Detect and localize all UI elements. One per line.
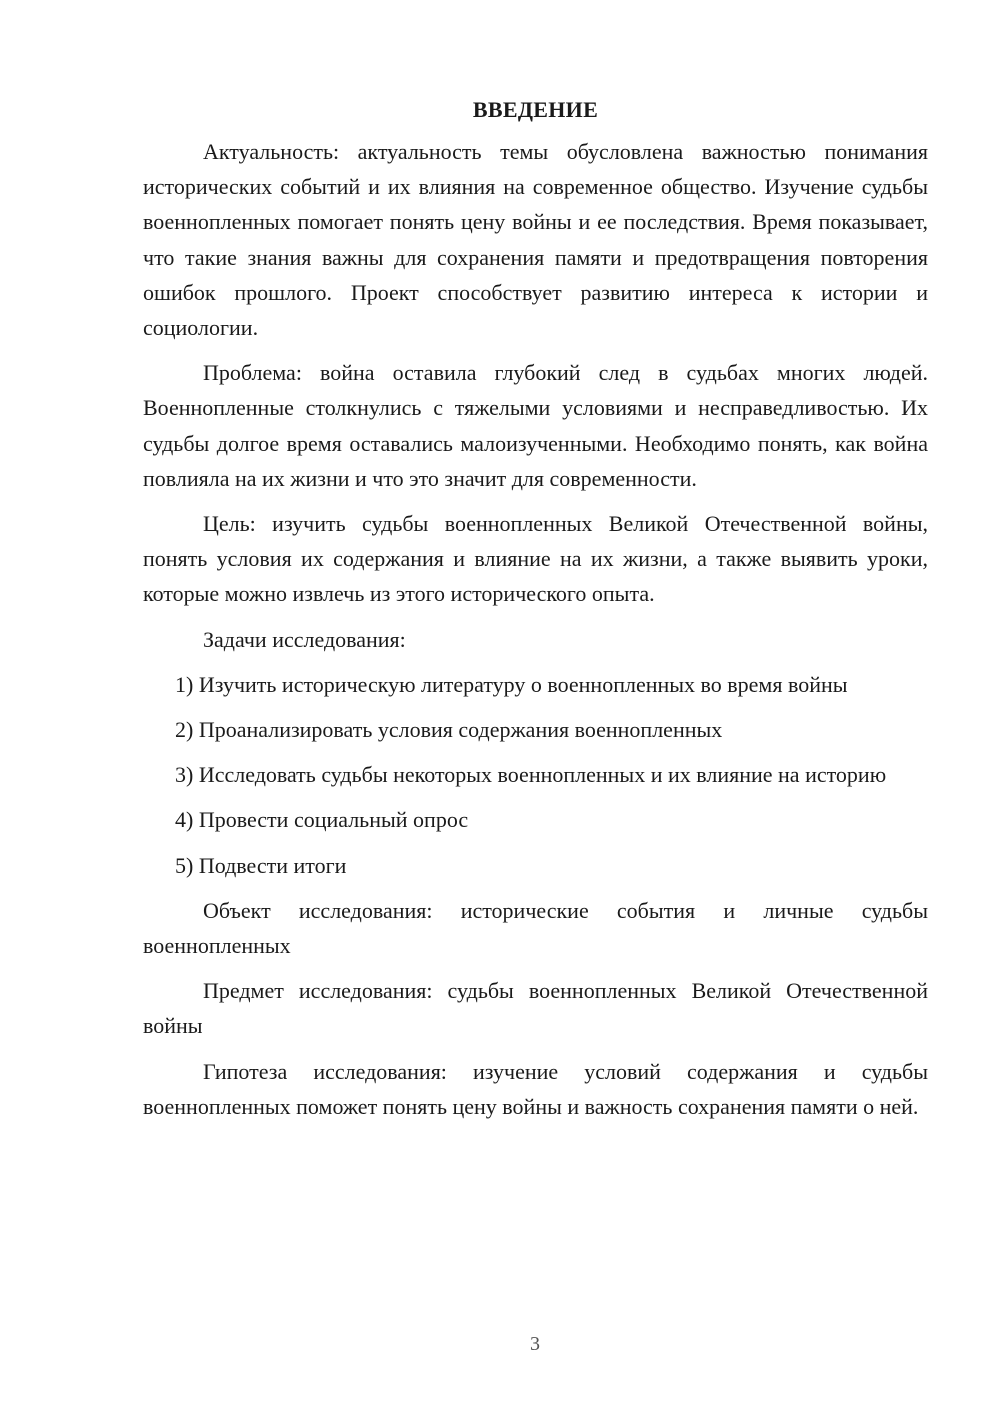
tasks-heading: Задачи исследования: bbox=[203, 626, 406, 652]
subject-paragraph: Предмет исследования: судьбы военнопленных Великой Отечественной войны bbox=[143, 978, 928, 1039]
problem-paragraph: Проблема: война оставила глубокий след в судьбах многих людей. Военнопленные столкнулись с тяжелыми условиями и несправедливостью. Их судьбы долгое время оставались малоизученными. Необходимо понять, как война повлияла на их жизни и что это значит для современности. bbox=[143, 360, 928, 491]
list-item: 2) Проанализировать условия содержания военнопленных bbox=[175, 717, 723, 743]
tasks-list bbox=[143, 667, 928, 883]
relevance-paragraph: Актуальность: актуальность темы обусловлена важностью понимания исторических событий и их влияния на современное общество. Изучение судьбы военнопленных помогает понять цену войны и ее последствия. Время показывает, что такие знания важны для сохранения памяти и предотвращения повторения ошибок прошлого. Проект способствует развитию интереса к истории и социологии. bbox=[143, 139, 928, 341]
list-item: 4) Провести социальный опрос bbox=[175, 807, 469, 833]
object-paragraph: Объект исследования: исторические события и личные судьбы военнопленных bbox=[143, 897, 928, 959]
page-number: 3 bbox=[530, 1333, 540, 1355]
list-item: 1) Изучить историческую литературу о военнопленных во время войны bbox=[175, 671, 848, 697]
hypothesis-paragraph: Гипотеза исследования: изучение условий содержания и судьбы военнопленных поможет понять цену войны и важность сохранения памяти о ней. bbox=[143, 1058, 928, 1119]
list-item: 3) Исследовать судьбы некоторых военнопленных и их влияние на историю bbox=[175, 762, 887, 788]
list-item: 5) Подвести итоги bbox=[175, 852, 347, 878]
goal-paragraph: Цель: изучить судьбы военнопленных Великой Отечественной войны, понять условия их содержания и влияние на их жизни, а также выявить уроки, которые можно извлечь из этого исторического опыта. bbox=[143, 511, 928, 607]
page-title: ВВЕДЕНИЕ bbox=[472, 97, 599, 122]
page-content bbox=[143, 92, 928, 1134]
